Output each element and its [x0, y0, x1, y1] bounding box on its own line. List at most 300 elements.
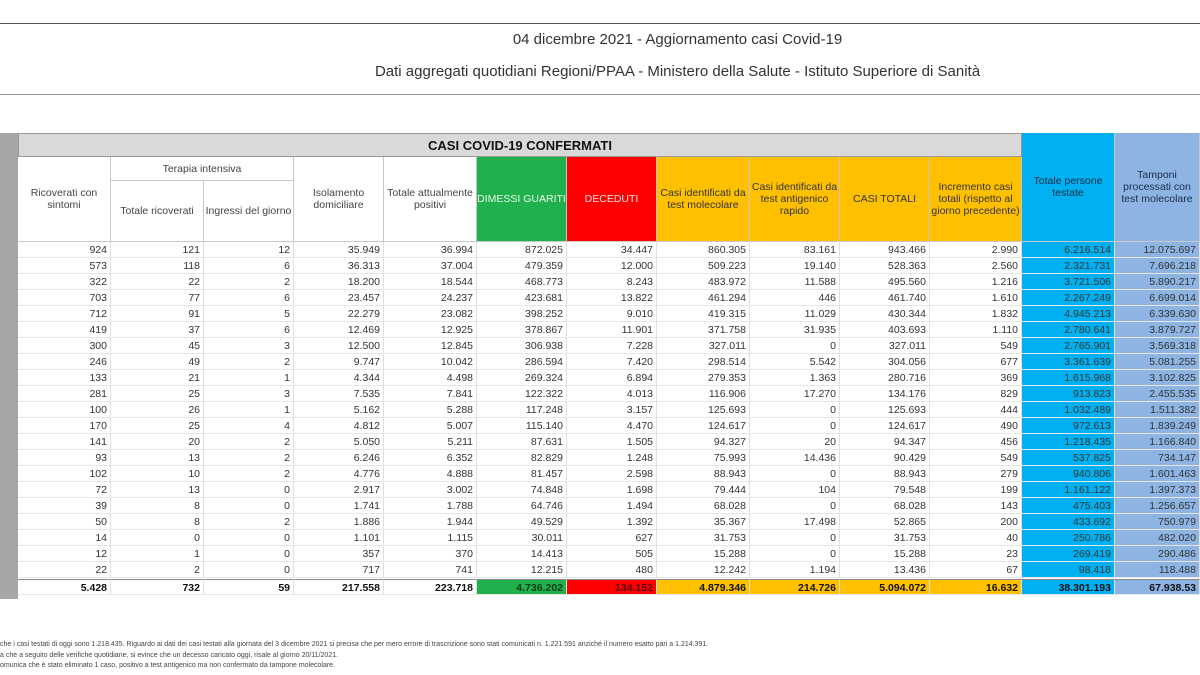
- col-header-dimessi-guariti: DIMESSI GUARITI: [477, 157, 567, 242]
- table-cell: 118: [111, 258, 204, 274]
- totals-row: [0, 579, 1196, 595]
- table-cell: 924: [18, 242, 111, 258]
- table-cell: 433.692: [1022, 514, 1115, 530]
- table-cell: 1.886: [294, 514, 384, 530]
- table-cell: 3.879.727: [1115, 322, 1200, 338]
- table-cell: 6.216.514: [1022, 242, 1115, 258]
- table-cell: 88.943: [840, 466, 930, 482]
- table-cell: 133: [18, 370, 111, 386]
- table-cell: 5.162: [294, 402, 384, 418]
- table-cell: 31.753: [840, 530, 930, 546]
- table-cell: 860.305: [657, 242, 750, 258]
- table-cell: 573: [18, 258, 111, 274]
- table-cell: 5.890.217: [1115, 274, 1200, 290]
- table-cell: 3.102.825: [1115, 370, 1200, 386]
- table-cell: 3.157: [567, 402, 657, 418]
- table-cell: 143: [930, 498, 1022, 514]
- table-row: [0, 482, 1196, 498]
- table-cell: 64.746: [477, 498, 567, 514]
- table-cell: 290.486: [1115, 546, 1200, 562]
- table-cell: 250.786: [1022, 530, 1115, 546]
- table-cell: 6: [204, 290, 294, 306]
- table-cell: 124.617: [657, 418, 750, 434]
- table-cell: 712: [18, 306, 111, 322]
- table-cell: 2: [204, 434, 294, 450]
- table-cell: 1.505: [567, 434, 657, 450]
- table-cell: 3.569.318: [1115, 338, 1200, 354]
- table-cell: 5.081.255: [1115, 354, 1200, 370]
- table-row: [0, 242, 1196, 258]
- table-cell: 528.363: [840, 258, 930, 274]
- table-cell: 3: [204, 386, 294, 402]
- table-cell: 940.806: [1022, 466, 1115, 482]
- table-row: [0, 306, 1196, 322]
- table-cell: 124.617: [840, 418, 930, 434]
- table-cell: 677: [930, 354, 1022, 370]
- table-cell: 2: [204, 450, 294, 466]
- table-cell: 4.344: [294, 370, 384, 386]
- table-cell: 22: [111, 274, 204, 290]
- table-cell: 829: [930, 386, 1022, 402]
- table-cell: 444: [930, 402, 1022, 418]
- table-cell: 104: [750, 482, 840, 498]
- table-cell: 35.949: [294, 242, 384, 258]
- table-cell: 3.002: [384, 482, 477, 498]
- table-cell: 98.418: [1022, 562, 1115, 578]
- table-cell: 23: [930, 546, 1022, 562]
- table-cell: 461.740: [840, 290, 930, 306]
- table-row: [0, 354, 1196, 370]
- total-cell: 134.152: [567, 579, 657, 595]
- table-cell: 116.906: [657, 386, 750, 402]
- total-cell: 4.879.346: [657, 579, 750, 595]
- table-cell: 2.455.535: [1115, 386, 1200, 402]
- table-cell: 398.252: [477, 306, 567, 322]
- table-cell: 5.050: [294, 434, 384, 450]
- table-row: [0, 258, 1196, 274]
- table-cell: 1.788: [384, 498, 477, 514]
- table-cell: 269.419: [1022, 546, 1115, 562]
- total-cell: 38.301.193: [1022, 579, 1115, 595]
- table-cell: 22: [18, 562, 111, 578]
- table-cell: 18.200: [294, 274, 384, 290]
- table-cell: 77: [111, 290, 204, 306]
- table-cell: 2.598: [567, 466, 657, 482]
- table-cell: 2.321.731: [1022, 258, 1115, 274]
- table-row: [0, 530, 1196, 546]
- table-cell: 1.166.840: [1115, 434, 1200, 450]
- table-cell: 509.223: [657, 258, 750, 274]
- table-cell: 8: [111, 514, 204, 530]
- table-cell: 475.403: [1022, 498, 1115, 514]
- table-cell: 1.032.489: [1022, 402, 1115, 418]
- table-row: [0, 562, 1196, 578]
- total-cell: 16.632: [930, 579, 1022, 595]
- table-cell: 1.397.373: [1115, 482, 1200, 498]
- table-cell: 102: [18, 466, 111, 482]
- table-cell: 93: [18, 450, 111, 466]
- table-cell: 483.972: [657, 274, 750, 290]
- table-cell: 17.270: [750, 386, 840, 402]
- table-cell: 419: [18, 322, 111, 338]
- table-cell: 7.420: [567, 354, 657, 370]
- table-cell: 35.367: [657, 514, 750, 530]
- table-cell: 12.242: [657, 562, 750, 578]
- table-cell: 6: [204, 258, 294, 274]
- table-cell: 4.013: [567, 386, 657, 402]
- table-cell: 1.839.249: [1115, 418, 1200, 434]
- table-cell: 1.494: [567, 498, 657, 514]
- col-header-ingressi: Ingressi del giorno: [204, 181, 294, 242]
- table-row: [0, 498, 1196, 514]
- footnote: a che a seguito delle verifiche quotidiane, si evince che un decesso caricato oggi, risale al giorno 20/11/2021.: [0, 651, 339, 659]
- table-cell: 125.693: [657, 402, 750, 418]
- col-header-totale-positivi: Totale attualmente positivi: [384, 157, 477, 242]
- table-cell: 134.176: [840, 386, 930, 402]
- table-cell: 306.938: [477, 338, 567, 354]
- table-cell: 403.693: [840, 322, 930, 338]
- table-cell: 90.429: [840, 450, 930, 466]
- table-row: [0, 514, 1196, 530]
- table-cell: 734.147: [1115, 450, 1200, 466]
- table-cell: 72: [18, 482, 111, 498]
- table-cell: 115.140: [477, 418, 567, 434]
- total-cell: 223.718: [384, 579, 477, 595]
- table-cell: 7.696.218: [1115, 258, 1200, 274]
- table-cell: 300: [18, 338, 111, 354]
- table-cell: 8: [111, 498, 204, 514]
- top-rule: [0, 23, 1200, 24]
- table-cell: 12.000: [567, 258, 657, 274]
- table-cell: 446: [750, 290, 840, 306]
- table-row: [0, 386, 1196, 402]
- table-cell: 703: [18, 290, 111, 306]
- table-cell: 17.498: [750, 514, 840, 530]
- table-cell: 14: [18, 530, 111, 546]
- table-cell: 1.601.463: [1115, 466, 1200, 482]
- table-cell: 1.615.968: [1022, 370, 1115, 386]
- table-cell: 741: [384, 562, 477, 578]
- table-cell: 6.339.630: [1115, 306, 1200, 322]
- table-cell: 74.848: [477, 482, 567, 498]
- table-cell: 37: [111, 322, 204, 338]
- table-cell: 13.436: [840, 562, 930, 578]
- table-cell: 327.011: [657, 338, 750, 354]
- table-cell: 20: [111, 434, 204, 450]
- table-cell: 7.535: [294, 386, 384, 402]
- table-cell: 82.829: [477, 450, 567, 466]
- total-cell: 5.428: [18, 579, 111, 595]
- table-cell: 281: [18, 386, 111, 402]
- table-cell: 8.243: [567, 274, 657, 290]
- table-cell: 4.776: [294, 466, 384, 482]
- table-row: [0, 402, 1196, 418]
- table-cell: 3: [204, 338, 294, 354]
- table-cell: 0: [111, 530, 204, 546]
- table-cell: 4.812: [294, 418, 384, 434]
- table-cell: 1.218.435: [1022, 434, 1115, 450]
- table-cell: 0: [750, 402, 840, 418]
- table-row: [0, 434, 1196, 450]
- table-row: [0, 322, 1196, 338]
- table-cell: 20: [750, 434, 840, 450]
- table-cell: 298.514: [657, 354, 750, 370]
- footnote: omunica che è stato eliminato 1 caso, positivo a test antigenico ma non confermato da tampone molecolare.: [0, 662, 336, 669]
- group-header-terapia-intensiva: Terapia intensiva: [111, 157, 294, 181]
- table-cell: 1.944: [384, 514, 477, 530]
- total-cell: 732: [111, 579, 204, 595]
- table-cell: 91: [111, 306, 204, 322]
- table-cell: 423.681: [477, 290, 567, 306]
- table-cell: 12: [18, 546, 111, 562]
- table-cell: 304.056: [840, 354, 930, 370]
- table-row: [0, 418, 1196, 434]
- table-cell: 279.353: [657, 370, 750, 386]
- table-cell: 1.610: [930, 290, 1022, 306]
- table-cell: 627: [567, 530, 657, 546]
- total-cell: 59: [204, 579, 294, 595]
- table-cell: 549: [930, 450, 1022, 466]
- table-cell: 2.780.641: [1022, 322, 1115, 338]
- table-cell: 6: [204, 322, 294, 338]
- table-cell: 1.511.382: [1115, 402, 1200, 418]
- table-cell: 1.248: [567, 450, 657, 466]
- table-cell: 1: [204, 402, 294, 418]
- table-cell: 52.865: [840, 514, 930, 530]
- table-cell: 750.979: [1115, 514, 1200, 530]
- table-cell: 3.361.639: [1022, 354, 1115, 370]
- table-cell: 12.075.697: [1115, 242, 1200, 258]
- table-cell: 0: [204, 530, 294, 546]
- col-header-test-antigenico: Casi identificati da test antigenico rapido: [750, 157, 840, 242]
- table-cell: 0: [750, 418, 840, 434]
- table-cell: 4.888: [384, 466, 477, 482]
- table-cell: 468.773: [477, 274, 567, 290]
- table-cell: 0: [204, 562, 294, 578]
- table-cell: 118.488: [1115, 562, 1200, 578]
- total-cell: 217.558: [294, 579, 384, 595]
- table-cell: 50: [18, 514, 111, 530]
- table-cell: 9.010: [567, 306, 657, 322]
- table-cell: 419.315: [657, 306, 750, 322]
- table-row: [0, 290, 1196, 306]
- table-cell: 537.825: [1022, 450, 1115, 466]
- table-cell: 23.457: [294, 290, 384, 306]
- table-cell: 279: [930, 466, 1022, 482]
- table-cell: 2.990: [930, 242, 1022, 258]
- table-cell: 22.279: [294, 306, 384, 322]
- table-cell: 1: [204, 370, 294, 386]
- table-cell: 0: [204, 482, 294, 498]
- col-header-deceduti: DECEDUTI: [567, 157, 657, 242]
- table-cell: 25: [111, 386, 204, 402]
- footnote: che i casi testati di oggi sono 1.218.435. Riguardo ai dati dei casi testati alla giornata del 3 dicembre 2021 si precisa che per mero errore di trascrizione sono stati comunicati n. 1.221.591 anziché il numero esatto pari a 1.214.391.: [0, 641, 709, 648]
- table-cell: 0: [750, 530, 840, 546]
- table-cell: 19.140: [750, 258, 840, 274]
- table-cell: 5: [204, 306, 294, 322]
- table-cell: 30.011: [477, 530, 567, 546]
- footnotes: [0, 640, 1200, 672]
- table-cell: 6.894: [567, 370, 657, 386]
- table-cell: 6.699.014: [1115, 290, 1200, 306]
- table-cell: 49.529: [477, 514, 567, 530]
- table-cell: 327.011: [840, 338, 930, 354]
- col-header-totale-ricoverati: Totale ricoverati: [111, 181, 204, 242]
- table-cell: 371.758: [657, 322, 750, 338]
- table-cell: 24.237: [384, 290, 477, 306]
- table-row: [0, 370, 1196, 386]
- table-cell: 12.925: [384, 322, 477, 338]
- table-cell: 39: [18, 498, 111, 514]
- table-cell: 21: [111, 370, 204, 386]
- table-cell: 10: [111, 466, 204, 482]
- table-cell: 26: [111, 402, 204, 418]
- table-cell: 100: [18, 402, 111, 418]
- table-cell: 461.294: [657, 290, 750, 306]
- total-cell: 4.736.202: [477, 579, 567, 595]
- table-cell: 25: [111, 418, 204, 434]
- table-cell: 322: [18, 274, 111, 290]
- table-cell: 12.500: [294, 338, 384, 354]
- table-cell: 15.288: [657, 546, 750, 562]
- table-cell: 36.994: [384, 242, 477, 258]
- table-row: [0, 546, 1196, 562]
- col-header-persone-testate: Totale persone testate: [1022, 133, 1115, 242]
- header-rule: [0, 94, 1200, 95]
- table-cell: 246: [18, 354, 111, 370]
- table-cell: 79.548: [840, 482, 930, 498]
- table-cell: 0: [750, 498, 840, 514]
- table-cell: 269.324: [477, 370, 567, 386]
- table-cell: 2: [204, 354, 294, 370]
- table-cell: 199: [930, 482, 1022, 498]
- total-cell: 5.094.072: [840, 579, 930, 595]
- table-cell: 0: [204, 546, 294, 562]
- table-cell: 4.498: [384, 370, 477, 386]
- page-title: 04 dicembre 2021 - Aggiornamento casi Covid-19: [512, 31, 843, 48]
- col-header-test-molecolare: Casi identificati da test molecolare: [657, 157, 750, 242]
- table-cell: 88.943: [657, 466, 750, 482]
- table-cell: 13: [111, 482, 204, 498]
- table-cell: 0: [204, 498, 294, 514]
- table-cell: 5.288: [384, 402, 477, 418]
- table-row: [0, 338, 1196, 354]
- table-cell: 357: [294, 546, 384, 562]
- table-cell: 4.945.213: [1022, 306, 1115, 322]
- table-cell: 1.832: [930, 306, 1022, 322]
- table-cell: 12: [204, 242, 294, 258]
- table-cell: 1.161.122: [1022, 482, 1115, 498]
- table-cell: 94.347: [840, 434, 930, 450]
- table-cell: 280.716: [840, 370, 930, 386]
- table-cell: 286.594: [477, 354, 567, 370]
- table-cell: 972.613: [1022, 418, 1115, 434]
- page-subtitle: Dati aggregati quotidiani Regioni/PPAA - Ministero della Salute - Istituto Superiore di Sanità: [374, 63, 981, 80]
- table-cell: 79.444: [657, 482, 750, 498]
- table-cell: 479.359: [477, 258, 567, 274]
- table-cell: 87.631: [477, 434, 567, 450]
- table-cell: 14.436: [750, 450, 840, 466]
- col-header-incremento: Incremento casi totali (rispetto al giorno precedente): [930, 157, 1022, 242]
- table-cell: 75.993: [657, 450, 750, 466]
- table-cell: 1.363: [750, 370, 840, 386]
- table-cell: 6.246: [294, 450, 384, 466]
- table-cell: 117.248: [477, 402, 567, 418]
- table-cell: 482.020: [1115, 530, 1200, 546]
- table-cell: 40: [930, 530, 1022, 546]
- table-cell: 2.560: [930, 258, 1022, 274]
- table-cell: 1.194: [750, 562, 840, 578]
- table-cell: 0: [750, 466, 840, 482]
- table-cell: 13: [111, 450, 204, 466]
- table-cell: 6.352: [384, 450, 477, 466]
- table-cell: 11.029: [750, 306, 840, 322]
- col-header-casi-totali: CASI TOTALI: [840, 157, 930, 242]
- table-cell: 370: [384, 546, 477, 562]
- table-cell: 1.392: [567, 514, 657, 530]
- table-cell: 2.267.249: [1022, 290, 1115, 306]
- table-row: [0, 466, 1196, 482]
- table-cell: 7.841: [384, 386, 477, 402]
- table-cell: 125.693: [840, 402, 930, 418]
- table-cell: 505: [567, 546, 657, 562]
- table-cell: 200: [930, 514, 1022, 530]
- table-cell: 31.935: [750, 322, 840, 338]
- table-cell: 121: [111, 242, 204, 258]
- table-cell: 1.698: [567, 482, 657, 498]
- table-cell: 83.161: [750, 242, 840, 258]
- table-cell: 9.747: [294, 354, 384, 370]
- table-cell: 34.447: [567, 242, 657, 258]
- col-header-isolamento: Isolamento domiciliare: [294, 157, 384, 242]
- total-cell: 214.726: [750, 579, 840, 595]
- table-cell: 1.216: [930, 274, 1022, 290]
- table-cell: 495.560: [840, 274, 930, 290]
- table-cell: 23.082: [384, 306, 477, 322]
- table-cell: 430.344: [840, 306, 930, 322]
- table-cell: 717: [294, 562, 384, 578]
- table-cell: 14.413: [477, 546, 567, 562]
- table-cell: 0: [750, 546, 840, 562]
- table-cell: 1.256.657: [1115, 498, 1200, 514]
- table-cell: 913.823: [1022, 386, 1115, 402]
- table-cell: 67: [930, 562, 1022, 578]
- table-row: [0, 450, 1196, 466]
- table-cell: 1.115: [384, 530, 477, 546]
- col-header-tamponi-molecolari: Tamponi processati con test molecolare: [1115, 133, 1200, 242]
- col-header-ricoverati: Ricoverati con sintomi: [18, 157, 111, 242]
- table-cell: 369: [930, 370, 1022, 386]
- table-cell: 1: [111, 546, 204, 562]
- table-cell: 18.544: [384, 274, 477, 290]
- table-cell: 37.004: [384, 258, 477, 274]
- table-cell: 490: [930, 418, 1022, 434]
- table-cell: 68.028: [657, 498, 750, 514]
- table-cell: 2: [204, 274, 294, 290]
- table-cell: 45: [111, 338, 204, 354]
- table-cell: 36.313: [294, 258, 384, 274]
- table-cell: 3.721.506: [1022, 274, 1115, 290]
- table-cell: 11.901: [567, 322, 657, 338]
- table-row: [0, 274, 1196, 290]
- table-cell: 4: [204, 418, 294, 434]
- table-cell: 122.322: [477, 386, 567, 402]
- table-cell: 5.007: [384, 418, 477, 434]
- table-cell: 1.741: [294, 498, 384, 514]
- table-cell: 5.542: [750, 354, 840, 370]
- table-cell: 13.822: [567, 290, 657, 306]
- table-cell: 10.042: [384, 354, 477, 370]
